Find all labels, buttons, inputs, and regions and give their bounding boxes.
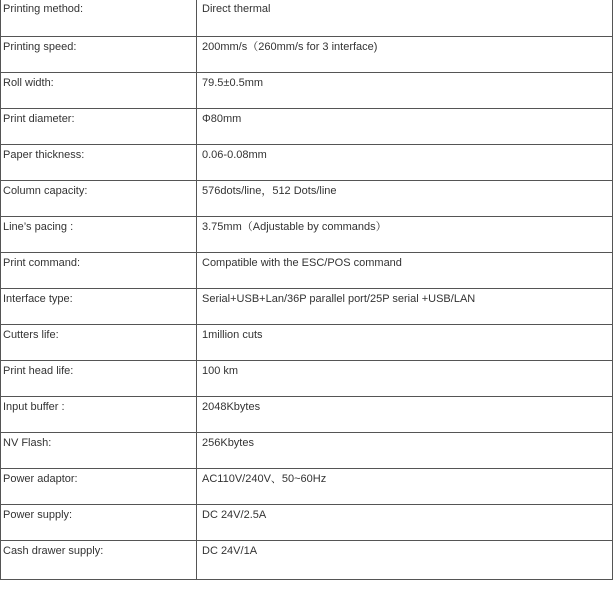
spec-value-cell bbox=[197, 0, 613, 36]
table-row bbox=[1, 216, 613, 252]
spec-label-cell bbox=[1, 216, 197, 252]
spec-value-cell bbox=[197, 36, 613, 72]
spec-label-cell bbox=[1, 360, 197, 396]
spec-label: Cash drawer supply: bbox=[3, 544, 104, 557]
spec-value-cell bbox=[197, 216, 613, 252]
spec-label-cell bbox=[1, 432, 197, 468]
spec-value: 576dots/line，512 Dots/line bbox=[202, 184, 337, 197]
table-row bbox=[1, 432, 613, 468]
spec-label: Paper thickness: bbox=[3, 148, 85, 161]
spec-value-cell bbox=[197, 72, 613, 108]
spec-label: Line’s pacing : bbox=[3, 220, 74, 233]
spec-value: 79.5±0.5mm bbox=[202, 76, 264, 89]
spec-label-cell bbox=[1, 504, 197, 540]
table-row bbox=[1, 108, 613, 144]
spec-label-cell bbox=[1, 180, 197, 216]
spec-label-cell bbox=[1, 396, 197, 432]
spec-value: 3.75mm（Adjustable by commands） bbox=[202, 220, 387, 233]
spec-label: Cutters life: bbox=[3, 328, 59, 341]
spec-label-cell bbox=[1, 288, 197, 324]
spec-value: DC 24V/1A bbox=[202, 544, 258, 557]
spec-label: Power supply: bbox=[3, 508, 73, 521]
spec-value-cell bbox=[197, 396, 613, 432]
spec-label-cell bbox=[1, 324, 197, 360]
table-row bbox=[1, 324, 613, 360]
spec-label: Print command: bbox=[3, 256, 81, 269]
spec-value: 0.06-0.08mm bbox=[202, 148, 267, 161]
table-row bbox=[1, 180, 613, 216]
spec-value: 1million cuts bbox=[202, 328, 263, 341]
spec-label: Print diameter: bbox=[3, 112, 75, 125]
table-row bbox=[1, 288, 613, 324]
spec-value-cell bbox=[197, 288, 613, 324]
table-row bbox=[1, 540, 613, 579]
spec-value-cell bbox=[197, 468, 613, 504]
table-row bbox=[1, 468, 613, 504]
spec-value-cell bbox=[197, 504, 613, 540]
spec-value-cell bbox=[197, 360, 613, 396]
spec-value: Compatible with the ESC/POS command bbox=[202, 256, 402, 269]
spec-label: Printing speed: bbox=[3, 40, 77, 53]
spec-value-cell bbox=[197, 324, 613, 360]
spec-label: Input buffer : bbox=[3, 400, 65, 413]
spec-label-cell bbox=[1, 468, 197, 504]
spec-value-cell bbox=[197, 432, 613, 468]
spec-label: Print head life: bbox=[3, 364, 74, 377]
spec-value-cell bbox=[197, 540, 613, 579]
spec-label: Power adaptor: bbox=[3, 472, 78, 485]
spec-label-cell bbox=[1, 108, 197, 144]
table-row bbox=[1, 396, 613, 432]
spec-label-cell bbox=[1, 72, 197, 108]
spec-value: 200mm/s（260mm/s for 3 interface) bbox=[202, 40, 378, 53]
spec-value: Direct thermal bbox=[202, 3, 271, 15]
spec-value-cell bbox=[197, 252, 613, 288]
spec-value-cell bbox=[197, 180, 613, 216]
spec-value: 100 km bbox=[202, 364, 239, 377]
table-row bbox=[1, 504, 613, 540]
spec-label: Interface type: bbox=[3, 292, 73, 305]
spec-label: Roll width: bbox=[3, 76, 54, 89]
table-row bbox=[1, 144, 613, 180]
spec-label: Printing method: bbox=[3, 3, 84, 15]
table-row bbox=[1, 36, 613, 72]
spec-value: 256Kbytes bbox=[202, 436, 254, 449]
spec-value: 2048Kbytes bbox=[202, 400, 261, 413]
spec-label-cell bbox=[1, 252, 197, 288]
spec-value: AC110V/240V、50~60Hz bbox=[202, 472, 327, 485]
spec-value: Serial+USB+Lan/36P parallel port/25P serial +USB/LAN bbox=[202, 292, 476, 305]
table-row bbox=[1, 252, 613, 288]
spec-value-cell bbox=[197, 108, 613, 144]
table-row bbox=[1, 72, 613, 108]
spec-label: Column capacity: bbox=[3, 184, 88, 197]
spec-label: NV Flash: bbox=[3, 436, 52, 449]
spec-value: DC 24V/2.5A bbox=[202, 508, 267, 521]
spec-label-cell bbox=[1, 0, 197, 36]
spec-label-cell bbox=[1, 540, 197, 579]
table-row bbox=[1, 360, 613, 396]
spec-label-cell bbox=[1, 144, 197, 180]
spec-label-cell bbox=[1, 36, 197, 72]
spec-value-cell bbox=[197, 144, 613, 180]
table-row bbox=[1, 0, 613, 36]
spec-value: Φ80mm bbox=[202, 112, 242, 125]
